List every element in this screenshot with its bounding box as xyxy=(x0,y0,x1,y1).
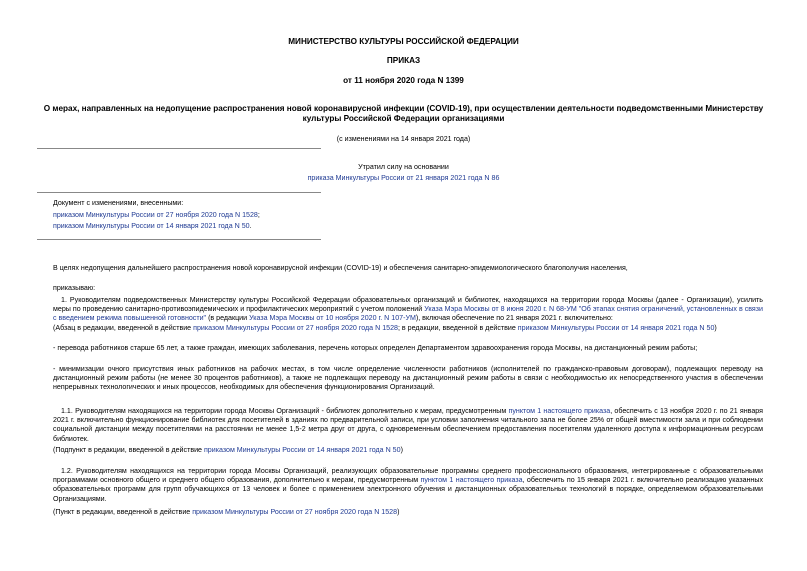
paragraph-1-note: (Абзац в редакции, введенной в действие приказом Минкультуры России от 27 ноября 2020 года N 1528; в редакции, введенной в действие приказом Минкультуры России от 14 января 2021 года N 50) xyxy=(53,324,717,332)
paragraph-1: 1. Руководителям подведомственных Министерству культуры Российской Федерации образовательных организаций и библиотек, находящихся на территории города Москвы (далее - Организации), усилить меры по проведению санитарно-противоэпидемических и профилактических мероприятий с учетом положений Указа Мэра Москвы от 8 июня 2020 г. N 68-УМ "Об этапах снятия ограничений, установленных в связи с введением режима повышенной готовности" (в редакции Указа Мэра Москвы от 10 ноября 2020 г. N 107-УМ), включая обеспечение по 21 января 2021 г. включительно: xyxy=(53,296,763,323)
changes-heading: Документ с изменениями, внесенными: xyxy=(53,199,184,207)
p12-link-point-1[interactable]: пунктом 1 настоящего приказа xyxy=(420,476,523,485)
paragraph-1-1: 1.1. Руководителям находящихся на территории города Москвы Организаций - библиотек дополнительно к мерам, предусмотренным пунктом 1 настоящего приказа, обеспечить с 13 ноября 2020 г. по 21 января 2021 г. включительно функционирование библиотек для посетителей в зданиях по предварительной записи, при условии заполнения читального зала не более 25% от общей вместимости зала и при соблюдении социальной дистанции между посетителями на расстоянии не менее 1,5-2 метра друг от друга, с одновременным обеспечением предоставления посетителям удаленного доступа к информационным ресурсам библиотек. xyxy=(53,407,764,443)
divider-top xyxy=(37,148,321,149)
p12-note-link-1528[interactable]: приказом Минкультуры России от 27 ноября 2020 года N 1528 xyxy=(192,508,398,516)
doc-date-number: от 11 ноября 2020 года N 1399 xyxy=(343,76,464,85)
changes-link-2[interactable]: приказом Минкультуры России от 14 января 2021 года N 50 xyxy=(53,222,250,230)
paragraph-1-2-note: (Пункт в редакции, введенной в действие приказом Минкультуры России от 27 ноября 2020 года N 1528) xyxy=(53,508,400,516)
paragraph-1-1-note: (Подпункт в редакции, введенной в действие приказом Минкультуры России от 14 января 2021 года N 50) xyxy=(53,446,403,454)
dash-item-1: - перевода работников старше 65 лет, а также граждан, имеющих заболевания, перечень которых определен Департаментом здравоохранения города Москвы, на дистанционный режим работы; xyxy=(53,344,698,352)
p1-link-ukaz-68[interactable]: Указа Мэра Москвы от 8 июня 2020 г. N 68-УМ "Об этапах снятия ограничений, установленных в связи с введением режима повышенной готовности" xyxy=(53,305,763,323)
p11-note-link-50[interactable]: приказом Минкультуры России от 14 января 2021 года N 50 xyxy=(203,446,401,454)
doc-type: ПРИКАЗ xyxy=(386,56,421,65)
amended-note: (с изменениями на 14 января 2021 года) xyxy=(336,135,471,143)
p1-link-ukaz-107[interactable]: Указа Мэра Москвы от 10 ноября 2020 г. N 107-УМ xyxy=(249,314,416,323)
paragraph-1-2: 1.2. Руководителям находящихся на территории города Москвы Организаций, реализующих образовательные программы среднего профессионального образования, интегрированные с образовательными программами основного общего и среднего общего образования, дополнительно к мерам, предусмотренным пунктом 1 настоящего приказа, обеспечить по 15 января 2021 г. включительно реализацию указанных образовательных программ для групп обучающихся от 13 человек и более с применением электронного обучения и дистанционных образовательных технологий в порядке, определяемом образовательными Организациями. xyxy=(53,467,763,503)
doc-title: О мерах, направленных на недопущение распространения новой коронавирусной инфекции (COVID-19), при осуществлении деятельности подведомственными Министерству культуры Российской Федерации организациями xyxy=(43,104,764,124)
changes-link-1[interactable]: приказом Минкультуры России от 27 ноября 2020 года N 1528 xyxy=(53,211,258,219)
changes-item-2: приказом Минкультуры России от 14 января 2021 года N 50. xyxy=(53,222,252,230)
divider-mid xyxy=(37,192,321,193)
preamble: В целях недопущения дальнейшего распространения новой коронавирусной инфекции (COVID-19) и обеспечения санитарно-эпидемиологического благополучия населения, xyxy=(53,264,628,272)
dash-item-2: - минимизации очного присутствия иных работников на рабочих местах, в том числе определение численности работников (исполнителей по гражданско-правовым договорам), подлежащих переводу на дистанционный режим работы (не менее 30 процентов работников), а также не подлежащих переводу на дистанционный режим работы в связи с необходимостью их непосредственного участия в обеспечении непрерывных технологических и иных процессов, необходимых для обеспечения функционирования Организаций. xyxy=(53,365,763,392)
p1-note-link-50[interactable]: приказом Минкультуры России от 14 января 2021 года N 50 xyxy=(517,324,715,332)
divider-bottom xyxy=(37,239,321,240)
status-line: Утратил силу на основании xyxy=(358,163,449,171)
order-word: приказываю: xyxy=(53,284,96,292)
p1-note-link-1528[interactable]: приказом Минкультуры России от 27 ноября 2020 года N 1528 xyxy=(193,324,398,332)
status-link[interactable]: приказа Минкультуры России от 21 января 2021 года N 86 xyxy=(307,174,500,182)
p11-link-point-1[interactable]: пунктом 1 настоящего приказа xyxy=(508,407,611,415)
changes-item-1: приказом Минкультуры России от 27 ноября 2020 года N 1528; xyxy=(53,211,260,219)
ministry-heading: МИНИСТЕРСТВО КУЛЬТУРЫ РОССИЙСКОЙ ФЕДЕРАЦИИ xyxy=(288,37,519,46)
